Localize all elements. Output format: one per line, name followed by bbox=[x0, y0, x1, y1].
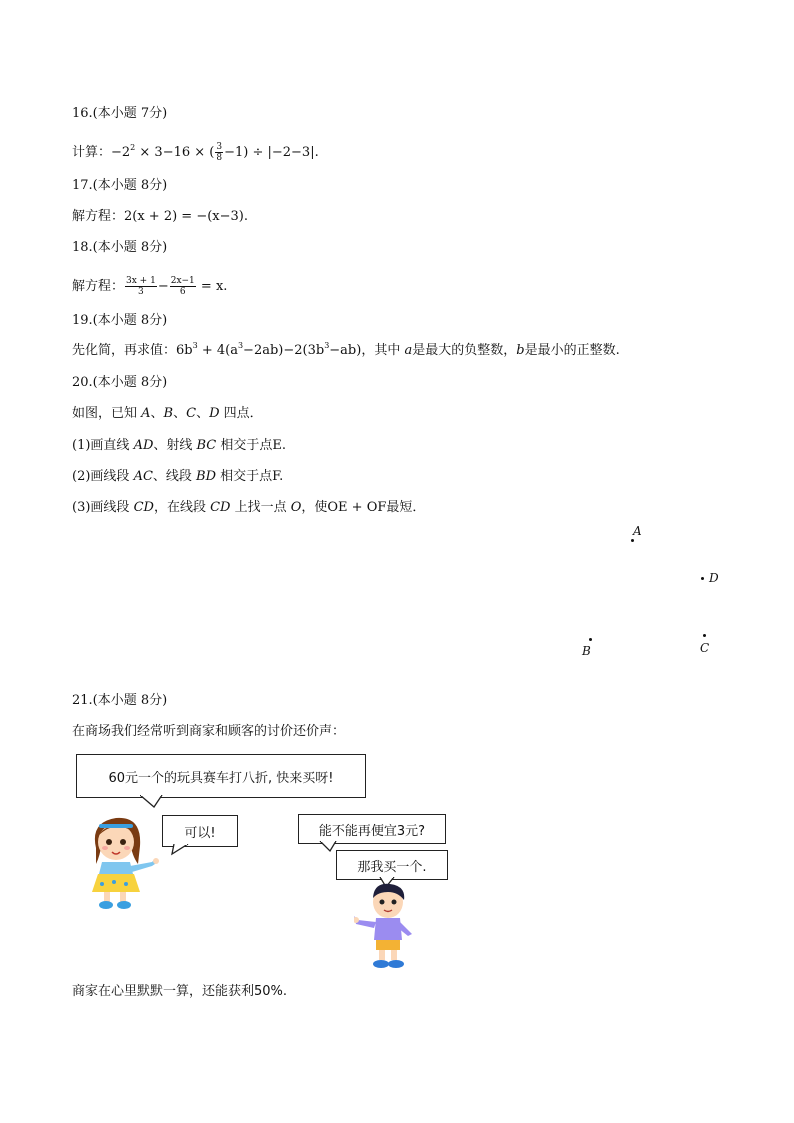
q20-l2-p3: 相交于点F. bbox=[216, 469, 284, 484]
girl-speech-bubble bbox=[162, 815, 238, 847]
q18-fraction-2 bbox=[170, 276, 196, 297]
q19-t4: −ab)，其中 bbox=[329, 343, 405, 358]
q19-e2: 3 bbox=[237, 341, 244, 350]
q18-header: 18.(本小题 8分) bbox=[72, 240, 168, 255]
boy-speech-text-2: 那我买一个. bbox=[357, 859, 427, 875]
q19-text bbox=[72, 343, 620, 359]
q20-l2-AC: AC bbox=[133, 469, 153, 484]
point-A-label: A bbox=[633, 524, 642, 538]
q16-exponent: 2 bbox=[130, 143, 136, 152]
q20-l2-p2: 、线段 bbox=[152, 469, 197, 484]
q21-intro: 在商场我们经常听到商家和顾客的讨价还价声： bbox=[72, 724, 346, 739]
point-D-dot bbox=[701, 577, 704, 580]
q20-l1-p1: (1)画直线 bbox=[72, 438, 134, 453]
q19-e3: 3 bbox=[324, 341, 330, 350]
q16-part2: × 3−16 × ( bbox=[135, 145, 215, 160]
q20-l3-CD: CD bbox=[133, 500, 154, 515]
q19-var-a: a bbox=[404, 343, 413, 358]
boy-speech-bubble-2 bbox=[336, 850, 448, 880]
q20-item-1 bbox=[72, 438, 286, 454]
q20-l1-BC: BC bbox=[196, 438, 217, 453]
q18-minus: − bbox=[157, 279, 169, 294]
boy-speech-text-1: 能不能再便宜3元? bbox=[318, 823, 426, 839]
point-B-label: B bbox=[582, 644, 591, 658]
q20-l2-p1: (2)画线段 bbox=[72, 469, 134, 484]
q20-l1-p2: 、射线 bbox=[153, 438, 197, 453]
point-D-label: D bbox=[709, 571, 719, 585]
q17-header: 17.(本小题 8分) bbox=[72, 178, 168, 193]
point-A-dot bbox=[631, 539, 634, 542]
q21-footer: 商家在心里默默一算，还能获利50%. bbox=[72, 984, 288, 999]
girl-bubble-tail bbox=[170, 844, 198, 856]
q16-header: 16.(本小题 7分) bbox=[72, 106, 168, 121]
q18-suffix: = x. bbox=[196, 279, 228, 294]
point-B-dot bbox=[589, 638, 592, 641]
q17-equation: 解方程：2(x + 2) = −(x−3). bbox=[72, 209, 248, 224]
q16-frac-den: 8 bbox=[216, 153, 223, 163]
q19-var-b: b bbox=[516, 343, 525, 358]
q20-l3-p4: ，使OE + OF最短． bbox=[301, 500, 426, 515]
q19-t6: 是最小的正整数. bbox=[524, 343, 620, 358]
q19-header: 19.(本小题 8分) bbox=[72, 313, 168, 328]
q19-t2: + 4(a bbox=[197, 343, 238, 358]
q20-l2-BD: BD bbox=[196, 469, 217, 484]
q20-intro-p2: 四点． bbox=[219, 406, 263, 421]
q18-prefix: 解方程： bbox=[72, 279, 125, 294]
q20-intro-C: C bbox=[186, 406, 197, 421]
q20-l1-AD: AD bbox=[133, 438, 154, 453]
q19-t5: 是最大的负整数， bbox=[412, 343, 517, 358]
q20-l3-p1: (3)画线段 bbox=[72, 500, 134, 515]
point-C-label: C bbox=[700, 641, 710, 655]
q20-intro-s3: 、 bbox=[196, 406, 210, 421]
q16-frac-num: 3 bbox=[216, 142, 223, 152]
seller-bubble-tail bbox=[140, 795, 172, 809]
q20-intro-A: A bbox=[141, 406, 151, 421]
q18-f1-den: 3 bbox=[138, 287, 144, 297]
q20-intro-s2: 、 bbox=[173, 406, 187, 421]
q19-t1: 先化简，再求值：6b bbox=[72, 343, 193, 358]
q20-intro bbox=[72, 406, 263, 422]
seller-speech-text: 60元一个的玩具赛车打八折, 快来买呀! bbox=[108, 770, 334, 786]
seller-speech-bubble bbox=[76, 754, 366, 798]
q18-f2-den: 6 bbox=[179, 287, 186, 297]
q20-intro-s1: 、 bbox=[150, 406, 164, 421]
q18-f1-num: 3x + 1 bbox=[126, 276, 156, 286]
q20-l3-p2: ，在线段 bbox=[153, 500, 211, 515]
q20-intro-D: D bbox=[209, 406, 220, 421]
q20-intro-p1: 如图，已知 bbox=[72, 406, 142, 421]
q20-l1-p3: 相交于点E. bbox=[216, 438, 287, 453]
q20-header: 20.(本小题 8分) bbox=[72, 375, 168, 390]
girl-cartoon-illustration bbox=[86, 812, 162, 912]
q19-e1: 3 bbox=[192, 341, 198, 350]
q20-l3-O: O bbox=[290, 500, 302, 515]
q20-intro-B: B bbox=[163, 406, 174, 421]
q16-part3: −1) ÷ |−2−3|. bbox=[224, 145, 319, 160]
q18-fraction-1 bbox=[125, 276, 157, 297]
q20-item-2 bbox=[72, 469, 283, 485]
q19-t3: −2ab)−2(3b bbox=[243, 343, 325, 358]
q16-prefix: 计算：−2 bbox=[72, 145, 131, 160]
boy-cartoon-illustration bbox=[354, 880, 424, 970]
q18-equation bbox=[72, 276, 227, 297]
q21-header: 21.(本小题 8分) bbox=[72, 693, 168, 708]
q20-l3-p3: 上找一点 bbox=[230, 500, 291, 515]
q16-expression bbox=[72, 142, 319, 163]
boy-speech-bubble-1 bbox=[298, 814, 446, 844]
q18-f2-num: 2x−1 bbox=[170, 276, 195, 286]
q20-item-3 bbox=[72, 500, 425, 516]
q20-l3-CD2: CD bbox=[210, 500, 231, 515]
girl-speech-text: 可以! bbox=[184, 825, 216, 841]
point-C-dot bbox=[703, 634, 706, 637]
q16-fraction bbox=[215, 142, 223, 163]
